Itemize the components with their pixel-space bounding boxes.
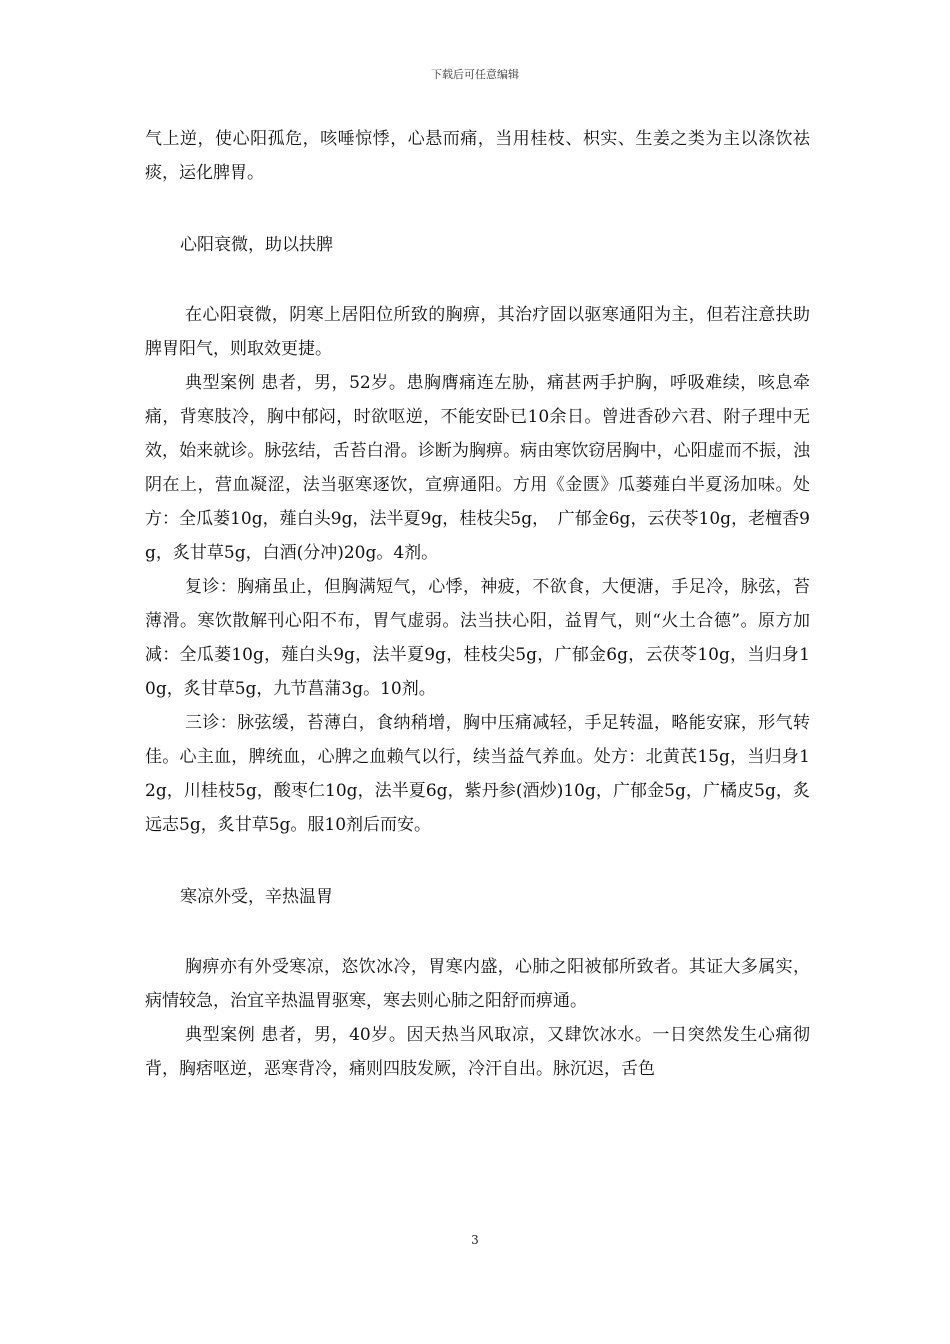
paragraph-case-2: 典型案例 患者，男，40岁。因天热当风取凉，又肆饮冰水。一日突然发生心痛彻背，胸痞呕逆，恶寒背冷，痛则四肢发厥，冷汗自出。脉沉迟，舌色: [145, 1025, 810, 1079]
paragraph-continuation: 气上逆，使心阳孤危，咳唾惊悸，心悬而痛，当用桂枝、枳实、生姜之类为主以涤饮祛痰，运化脾胃。: [145, 129, 810, 183]
page-header: 下载后可任意编辑: [431, 68, 519, 81]
section-heading-cold: 寒凉外受，辛热温胃: [180, 887, 333, 907]
paragraph-followup-2: 三诊：脉弦缓，苔薄白，食纳稍增，胸中压痛减轻，手足转温，略能安寐，形气转佳。心主血，脾统血，心脾之血赖气以行，续当益气养血。处方：北黄芪15g，当归身12g，川桂枝5g，酸枣仁10g，法半夏6g，紫丹参(酒炒)10g，广郁金5g，广橘皮5g，炙远志5g，炙甘草5g。服10剂后而安。: [145, 713, 810, 835]
paragraph-case-1: 典型案例 患者，男，52岁。患胸膺痛连左胁，痛甚两手护胸，呼吸难续，咳息牵痛，背寒肢冷，胸中郁闷，时欲呕逆，不能安卧已10余日。曾进香砂六君、附子理中无效，始来就诊。脉弦结，舌苔白滑。诊断为胸痹。病由寒饮窃居胸中，心阳虚而不振，浊阴在上，营血凝涩，法当驱寒逐饮，宣痹通阳。方用《金匮》瓜蒌薤白半夏汤加味。处方：全瓜蒌10g，薤白头9g，法半夏9g，桂枝尖5g， 广郁金6g，云茯苓10g，老檀香9g，炙甘草5g，白酒(分冲)20g。4剂。: [145, 373, 810, 563]
page-number: 3: [471, 1233, 479, 1247]
section-heading-heart-yang: 心阳衰微，助以扶脾: [180, 235, 333, 255]
paragraph-intro-cold: 胸痹亦有外受寒凉，恣饮冰冷，胃寒内盛，心肺之阳被郁所致者。其证大多属实，病情较急，治宜辛热温胃驱寒，寒去则心肺之阳舒而痹通。: [145, 957, 810, 1011]
paragraph-followup-1: 复诊：胸痛虽止，但胸满短气，心悸，神疲，不欲食，大便溏，手足冷，脉弦，苔薄滑。寒饮散解刊心阳不布，胃气虚弱。法当扶心阳，益胃气，则“火土合德”。原方加减：全瓜蒌10g，薤白头9g，法半夏9g，桂枝尖5g，广郁金6g，云茯苓10g，当归身10g，炙甘草5g，九节菖蒲3g。10剂。: [145, 577, 810, 699]
paragraph-intro-heart-yang: 在心阳衰微，阴寒上居阳位所致的胸痹，其治疗固以驱寒通阳为主，但若注意扶助脾胃阳气，则取效更捷。: [145, 305, 810, 359]
document-body: [145, 122, 810, 1086]
